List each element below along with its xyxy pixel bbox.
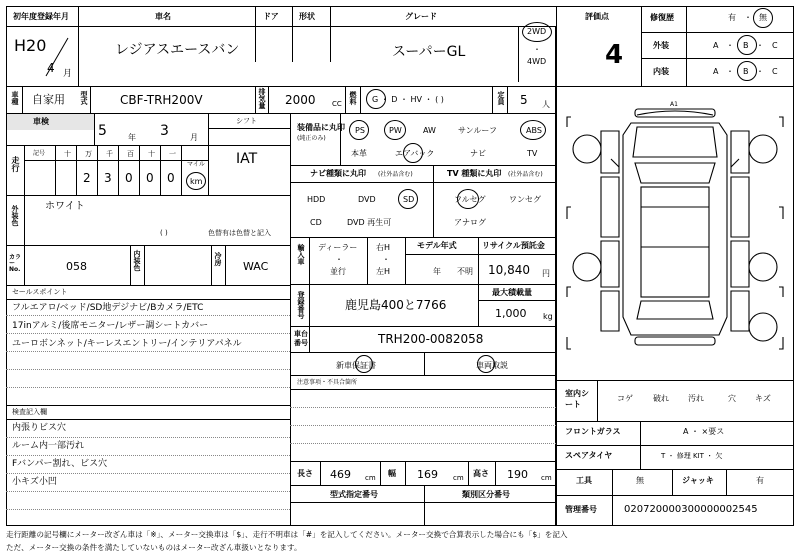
tv-fullseg-circle: [457, 189, 479, 209]
tv-fullseg: フルセグ: [454, 195, 486, 204]
vehicle-type-label: 車種: [11, 91, 19, 105]
mileage-header-10man: 十: [64, 150, 71, 158]
recycle-value: 10,840: [488, 263, 530, 277]
repair-yes: 有: [728, 13, 736, 22]
sales-point-line: 17inアルミ/後席モニター/レザー調シートカバー: [12, 321, 209, 331]
repair-dot: ・: [744, 13, 752, 22]
navi-dvd: DVD: [358, 195, 376, 204]
car-name-label: 車名: [155, 12, 171, 21]
score-label: 評価点: [585, 12, 609, 21]
seat-label: 室内シート: [565, 389, 589, 409]
model-label: 型式: [80, 91, 88, 105]
type-designation-label: 型式指定番号: [330, 490, 378, 499]
equipment-aw: AW: [423, 126, 436, 135]
exterior-color-label: 外装色: [11, 205, 19, 226]
equipment-abs: ABS: [526, 126, 542, 135]
exterior-grade-b-circle: [737, 35, 757, 55]
seat-option-tear: 破れ: [653, 394, 669, 403]
inspection-month-unit: 月: [190, 133, 198, 142]
interior-grade-b-circle: [737, 61, 757, 81]
sheet-left-frame: [6, 6, 556, 526]
mileage-header-juu: 十: [148, 150, 155, 158]
interior-grade-label: 内装: [653, 67, 669, 76]
displacement-label: 排気量: [258, 88, 266, 109]
mileage-header-sen: 千: [106, 150, 113, 158]
equipment-sunroof: サンルーフ: [458, 126, 497, 135]
mileage-header-ichi: 一: [169, 150, 176, 158]
equipment-ps-circle: [349, 120, 369, 140]
width-value: 169: [417, 468, 438, 481]
interior-grade-dot: ・: [726, 67, 734, 76]
max-load-label: 最大積載量: [492, 288, 532, 297]
drive-4wd-dot: ・: [533, 45, 541, 54]
ac-value: WAC: [243, 260, 269, 273]
car-name-value: レジアスエースバン: [115, 42, 240, 58]
inspection-year-unit: 年: [128, 133, 136, 142]
equipment-ps: PS: [355, 126, 365, 135]
mileage-digit-hyaku: 0: [125, 171, 133, 185]
max-load-unit: kg: [543, 312, 553, 321]
shape-label: 形状: [299, 12, 315, 21]
mileage-digit-ichi: 0: [167, 171, 175, 185]
equipment-sub: (純正のみ): [297, 135, 326, 142]
mileage-header-hyaku: 百: [127, 150, 134, 158]
chassis-label: 車台番号: [294, 330, 308, 347]
grade-value: スーパーGL: [392, 44, 466, 60]
registration-label: 登録番号: [297, 291, 305, 319]
manual-circle: [477, 355, 495, 373]
fuel-gasoline-circle: [366, 89, 386, 109]
import-parallel: 並行: [330, 267, 346, 276]
mileage-label: 走行: [11, 156, 20, 172]
vehicle-damage-diagram: [557, 87, 793, 380]
equipment-navi: ナビ: [470, 149, 486, 158]
fuel-options: G ・ D ・ HV ・ ( ): [372, 95, 444, 104]
management-number-value: 020720000300000002545: [624, 504, 758, 515]
vehicle-type-value: 自家用: [32, 93, 65, 106]
import-right-hand: 右H: [376, 243, 391, 252]
tv-type-label: TV 種類に丸印: [447, 169, 502, 178]
windshield-label: フロントガラス: [565, 427, 621, 436]
drive-4wd: 4WD: [527, 57, 547, 66]
first-reg-month-unit: 月: [63, 69, 73, 79]
color-change-paren: ( ): [160, 229, 168, 237]
registration-value: 鹿児島400と7766: [345, 298, 447, 312]
inspector-note-line: Fバンパー割れ、ビス穴: [12, 459, 108, 469]
tv-oneseg: ワンセグ: [509, 195, 541, 204]
capacity-unit: 人: [542, 100, 550, 109]
inspector-note-line: ルーム内一部汚れ: [12, 441, 85, 451]
model-year-unit: 年: [433, 267, 441, 276]
equipment-abs-circle: [520, 120, 546, 140]
mileage-unit-circle: [186, 172, 206, 190]
category-number-label: 類別区分番号: [462, 490, 510, 499]
exterior-grade-c: C: [772, 41, 778, 50]
recycle-unit: 円: [542, 269, 550, 278]
mileage-header-mile: マイル: [187, 161, 205, 168]
fuel-label: 燃料: [349, 91, 357, 105]
jack-label: ジャッキ: [682, 476, 714, 485]
windshield-options: A ・ ×要ス: [683, 427, 725, 436]
spare-tire-options: T ・ 修理 KIT ・ 欠: [661, 452, 723, 460]
exterior-grade-dot: ・: [726, 41, 734, 50]
import-left-hand: 左H: [376, 267, 391, 276]
displacement-value: 2000: [285, 93, 316, 107]
equipment-pw-circle: [384, 120, 406, 140]
model-year-label: モデル年式: [417, 241, 457, 250]
seat-option-burn: コゲ: [617, 394, 633, 403]
width-unit: cm: [453, 474, 464, 482]
navi-sd: SD: [403, 195, 415, 204]
sales-point-line: ユーロボンネット/キーレスエントリー/インテリアパネル: [12, 339, 242, 349]
import-dealer: ディーラー: [318, 243, 358, 252]
mileage-header-man: 万: [85, 150, 92, 158]
equipment-tv: TV: [527, 149, 538, 158]
seat-option-hole: 穴: [728, 394, 736, 403]
score-value: 4: [605, 40, 624, 70]
seat-option-stain: 汚れ: [688, 394, 704, 403]
spare-tire-label: スペアタイヤ: [565, 451, 613, 460]
sales-point-line: フルエアロ/ベッド/SD地デジナビ/Bカメラ/ETC: [12, 303, 204, 313]
model-value: CBF-TRH200V: [120, 93, 203, 107]
interior-grade-c: C: [772, 67, 778, 76]
navi-cd: CD: [310, 218, 322, 227]
import-dot: ・: [382, 255, 390, 264]
grade-label: グレード: [405, 12, 437, 21]
navi-dvd-play: DVD 再生可: [347, 218, 392, 227]
shift-label: シフト: [236, 117, 257, 125]
import-label: 輸入車: [297, 244, 305, 265]
inspector-note-line: 内張りビス穴: [12, 423, 67, 433]
interior-color-label: 内装色: [133, 250, 141, 271]
tv-type-sub: (社外品含む): [508, 171, 543, 178]
drive-2wd-circle: [522, 22, 552, 42]
mileage-digit-sen: 3: [104, 171, 112, 185]
max-load-value: 1,000: [495, 307, 527, 320]
warranty-label: 新車保証書: [336, 361, 376, 370]
repair-history-label: 修復歴: [650, 13, 674, 22]
displacement-unit: CC: [332, 100, 342, 108]
equipment-airbag-circle: [403, 143, 423, 163]
footer-note-line2: ただ、メーター交換の条件を満たしていないものはメーター改ざん車扱いとなります。: [6, 543, 302, 552]
height-unit: cm: [541, 474, 552, 482]
shift-value: IAT: [236, 151, 258, 167]
sales-points-label: セールスポイント: [12, 288, 68, 296]
exterior-grade-a: A: [713, 41, 719, 50]
ac-label: 冷房: [214, 252, 222, 266]
inspection-year: 5: [98, 123, 107, 139]
capacity-value: 5: [520, 93, 528, 107]
interior-grade-a: A: [713, 67, 719, 76]
notes-label: 注意事項・不具合箇所: [297, 379, 358, 386]
seat-option-scratch: キズ: [755, 394, 771, 403]
interior-grade-b: B: [743, 67, 749, 76]
length-label: 長さ: [297, 469, 313, 478]
tools-label: 工具: [576, 476, 592, 485]
first-reg-era-year: H20: [14, 36, 47, 55]
height-label: 高さ: [473, 469, 489, 478]
mileage-unit-km: km: [190, 177, 203, 186]
width-label: 幅: [388, 469, 396, 478]
interior-grade-dot: ・: [756, 67, 764, 76]
manual-label: 車両取説: [476, 361, 508, 370]
capacity-label: 定員: [497, 91, 505, 105]
equipment-airbag: エアバック: [395, 149, 435, 158]
import-dot: ・: [335, 255, 343, 264]
first-reg-month: 4: [47, 61, 55, 75]
model-year-value: 不明: [457, 267, 473, 276]
height-value: 190: [507, 468, 528, 481]
color-no-label: カラーNo.: [9, 254, 22, 273]
navi-sd-circle: [398, 189, 418, 209]
diagram-label-a1: A1: [670, 101, 678, 108]
exterior-grade-dot: ・: [756, 41, 764, 50]
color-change-note: 色替有は色替と記入: [208, 229, 271, 237]
length-value: 469: [330, 468, 351, 481]
mileage-header-code: 記号: [33, 150, 46, 157]
inspection-label: 車検: [33, 117, 49, 126]
exterior-grade-b: B: [743, 41, 749, 50]
door-label: ドア: [263, 12, 279, 21]
warranty-circle: [355, 355, 373, 373]
inspector-note-line: 小キズ小凹: [12, 477, 57, 487]
recycle-label: リサイクル預託金: [482, 241, 545, 250]
equipment-label: 装備品に丸印: [297, 123, 345, 132]
jack-value: 有: [756, 476, 764, 485]
tools-value: 無: [636, 476, 644, 485]
management-number-label: 管理番号: [565, 505, 597, 514]
drive-2wd: 2WD: [527, 27, 547, 36]
footer-note-line1: 走行距離の記号欄にメーター改ざん車は「※」、メーター交換車は「$」、走行不明車は「#」を記入してください。メーター交換で合算表示した場合にも「$」を記入: [6, 530, 568, 539]
mileage-digit-juu: 0: [146, 171, 154, 185]
chassis-value: TRH200-0082058: [378, 332, 484, 346]
repair-no: 無: [759, 13, 767, 22]
navi-hdd: HDD: [307, 195, 326, 204]
repair-no-circle: [753, 8, 773, 28]
inspector-label: 検査記入欄: [12, 408, 47, 416]
navi-type-sub: (社外品含む): [378, 171, 413, 178]
mileage-digit-man: 2: [83, 171, 91, 185]
tv-analog: アナログ: [454, 218, 486, 227]
exterior-color-value: ホワイト: [45, 201, 85, 212]
color-no-value: 058: [66, 260, 87, 273]
first-reg-label: 初年度登録年月: [13, 12, 69, 21]
length-unit: cm: [365, 474, 376, 482]
navi-type-label: ナビ種類に丸印: [310, 169, 366, 178]
inspection-month: 3: [160, 123, 169, 139]
equipment-leather: 本革: [351, 149, 367, 158]
equipment-pw: PW: [389, 126, 402, 135]
exterior-grade-label: 外装: [653, 41, 669, 50]
